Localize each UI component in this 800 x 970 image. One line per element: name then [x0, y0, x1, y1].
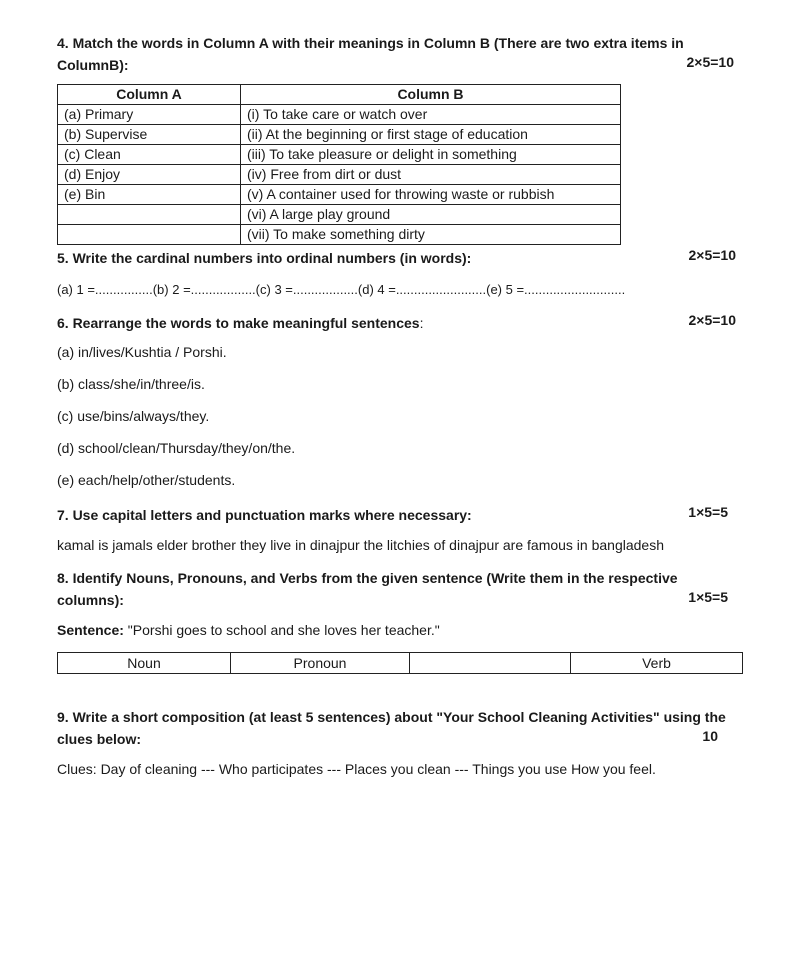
col-b-cell: (v) A container used for throwing waste or rubbish	[241, 185, 621, 205]
table-row	[58, 125, 621, 145]
col-b-cell: (vi) A large play ground	[241, 205, 621, 225]
table-row	[58, 205, 621, 225]
col-a-cell: (d) Enjoy	[58, 165, 241, 185]
table-row	[58, 105, 621, 125]
q8-title-line1: 8. Identify Nouns, Pronouns, and Verbs from the given sentence (Write them in the respective	[57, 570, 678, 586]
col-a-cell: (a) Primary	[58, 105, 241, 125]
table-row	[58, 145, 621, 165]
col-a-cell	[58, 205, 241, 225]
col-b-cell: (iii) To take pleasure or delight in something	[241, 145, 621, 165]
verb-column: Verb	[571, 653, 743, 674]
q7-text: kamal is jamals elder brother they live in dinajpur the litchies of dinajpur are famous in bangladesh	[57, 537, 664, 553]
q5-title: 5. Write the cardinal numbers into ordinal numbers (in words):	[57, 250, 472, 266]
sentence-text: "Porshi goes to school and she loves her teacher."	[123, 622, 440, 638]
q9-marks: 10	[702, 728, 718, 744]
q5-marks: 2×5=10	[688, 247, 736, 263]
table-row	[58, 165, 621, 185]
table-row	[58, 185, 621, 205]
q9-clues: Clues: Day of cleaning --- Who participates --- Places you clean --- Things you use How you feel.	[57, 761, 656, 777]
q6-item: (e) each/help/other/students.	[57, 472, 236, 488]
col-a-cell: (e) Bin	[58, 185, 241, 205]
q6-marks: 2×5=10	[688, 312, 736, 328]
q5-answer-line: (a) 1 =................(b) 2 =..................(c) 3 =..................(d) 4 =.........................(e) 5 =............................	[57, 282, 626, 297]
col-b-cell: (i) To take care or watch over	[241, 105, 621, 125]
match-table	[57, 84, 621, 245]
table-row	[58, 653, 743, 674]
q4-title-line1: 4. Match the words in Column A with their meanings in Column B (There are two extra items in	[57, 35, 684, 51]
q6-title-text: 6. Rearrange the words to make meaningful sentences	[57, 315, 420, 331]
col-b-cell: (ii) At the beginning or first stage of education	[241, 125, 621, 145]
col-b-header: Column B	[241, 85, 621, 105]
col-a-header: Column A	[58, 85, 241, 105]
q9-title-line2: clues below:	[57, 731, 142, 747]
q8-title	[57, 567, 740, 611]
q8-sentence	[57, 622, 440, 638]
q6-item: (a) in/lives/Kushtia / Porshi.	[57, 344, 227, 360]
q7-marks: 1×5=5	[688, 504, 728, 520]
q8-title-line2: columns):	[57, 592, 124, 608]
q6-title-colon: :	[419, 315, 424, 331]
col-a-cell	[58, 225, 241, 245]
q4-title	[57, 32, 740, 76]
q7-title: 7. Use capital letters and punctuation marks where necessary:	[57, 507, 472, 523]
blank-column	[410, 653, 571, 674]
col-a-cell: (b) Supervise	[58, 125, 241, 145]
q6-item: (c) use/bins/always/they.	[57, 408, 210, 424]
q8-marks: 1×5=5	[688, 589, 728, 605]
sentence-label: Sentence:	[57, 622, 124, 638]
q6-title	[57, 312, 740, 334]
match-table-header	[58, 85, 621, 105]
table-row	[58, 225, 621, 245]
q9-title	[57, 706, 740, 750]
pronoun-column: Pronoun	[231, 653, 410, 674]
pos-table	[57, 652, 743, 674]
col-b-cell: (vii) To make something dirty	[241, 225, 621, 245]
col-a-cell: (c) Clean	[58, 145, 241, 165]
q6-item: (d) school/clean/Thursday/they/on/the.	[57, 440, 296, 456]
noun-column: Noun	[58, 653, 231, 674]
q9-title-line1: 9. Write a short composition (at least 5 sentences) about "Your School Cleaning Activities" using the	[57, 709, 726, 725]
col-b-cell: (iv) Free from dirt or dust	[241, 165, 621, 185]
q6-item: (b) class/she/in/three/is.	[57, 376, 205, 392]
q4-title-line2: ColumnB):	[57, 57, 129, 73]
q4-marks: 2×5=10	[686, 54, 734, 70]
